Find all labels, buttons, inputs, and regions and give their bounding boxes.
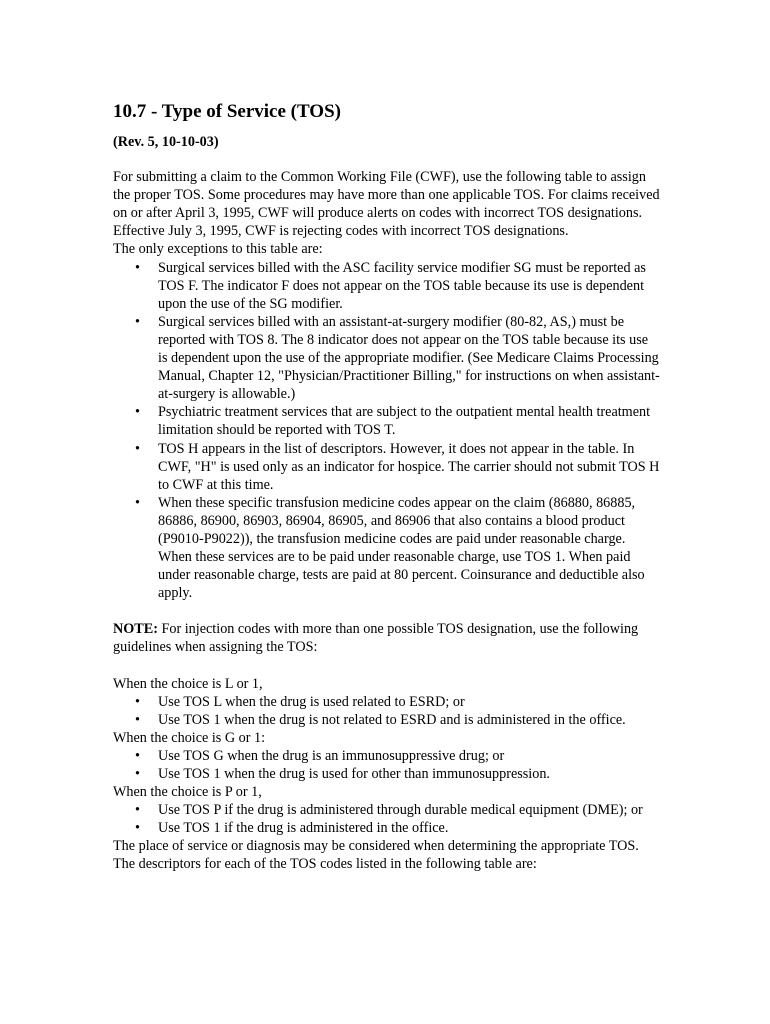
list-item: • Use TOS G when the drug is an immunosuppressive drug; or	[113, 747, 661, 765]
exceptions-list	[113, 259, 661, 603]
list-item: • Use TOS 1 if the drug is administered in the office.	[113, 819, 661, 837]
list-item: • Psychiatric treatment services that are subject to the outpatient mental health treatment limitation should be reported with TOS T.	[113, 403, 661, 439]
spacer	[113, 657, 661, 675]
choice-l-list	[113, 693, 661, 729]
closing-paragraph: The place of service or diagnosis may be considered when determining the appropriate TOS. The descriptors for each of the TOS codes listed in the following table are:	[113, 838, 639, 873]
exceptions-intro: The only exceptions to this table are:	[113, 241, 323, 258]
list-item: • Use TOS L when the drug is used related to ESRD; or	[113, 693, 661, 711]
note-text: For injection codes with more than one possible TOS designation, use the following guidelines when assigning the TOS:	[113, 621, 639, 656]
choice-l-heading: When the choice is L or 1,	[113, 675, 263, 692]
list-item: • Surgical services billed with an assistant-at-surgery modifier (80-82, AS,) must be reported with TOS 8. The 8 indicator does not appear on the TOS table because its use is dependent upon the use of the appropriate modifier. (See Medicare Claims Processing Manual, Chapter 12, "Physician/Practitioner Billing," for instructions on when assistant-at-surgery is allowable.)	[113, 313, 661, 403]
list-item: • Use TOS 1 when the drug is used for other than immunosuppression.	[113, 765, 661, 783]
list-item: • Surgical services billed with the ASC facility service modifier SG must be reported as TOS F. The indicator F does not appear on the TOS table because its use is dependent upon the use of the SG modifier.	[113, 259, 661, 313]
choice-g-list	[113, 747, 661, 783]
choice-p-heading: When the choice is P or 1,	[113, 784, 262, 801]
intro-paragraph: For submitting a claim to the Common Working File (CWF), use the following table to assign the proper TOS. Some procedures may have more than one applicable TOS. For claims received on or after April 3, 1995, CWF will produce alerts on codes with incorrect TOS designations. Effective July 3, 1995, CWF is rejecting codes with incorrect TOS designations.	[113, 169, 660, 240]
list-item: • Use TOS P if the drug is administered through durable medical equipment (DME); or	[113, 801, 661, 819]
section-title: 10.7 - Type of Service (TOS)	[113, 101, 341, 122]
list-item: • Use TOS 1 when the drug is not related to ESRD and is administered in the office.	[113, 711, 661, 729]
note-label: NOTE:	[113, 621, 158, 638]
list-item: • When these specific transfusion medicine codes appear on the claim (86880, 86885, 86886, 86900, 86903, 86904, 86905, and 86906 that also contains a blood product (P9010-P9022)), the transfusion medicine codes are paid under reasonable charge. When these services are to be paid under reasonable charge, use TOS 1. When paid under reasonable charge, tests are paid at 80 percent. Coinsurance and deductible also apply.	[113, 494, 661, 603]
revision-note: (Rev. 5, 10-10-03)	[113, 134, 219, 150]
spacer	[113, 602, 661, 620]
list-item: • TOS H appears in the list of descriptors. However, it does not appear in the table. In CWF, "H" is used only as an indicator for hospice. The carrier should not submit TOS H to CWF at this time.	[113, 440, 661, 494]
choice-p-list	[113, 801, 661, 837]
note-paragraph	[113, 620, 661, 656]
document-page	[113, 100, 661, 874]
choice-g-heading: When the choice is G or 1:	[113, 729, 266, 746]
